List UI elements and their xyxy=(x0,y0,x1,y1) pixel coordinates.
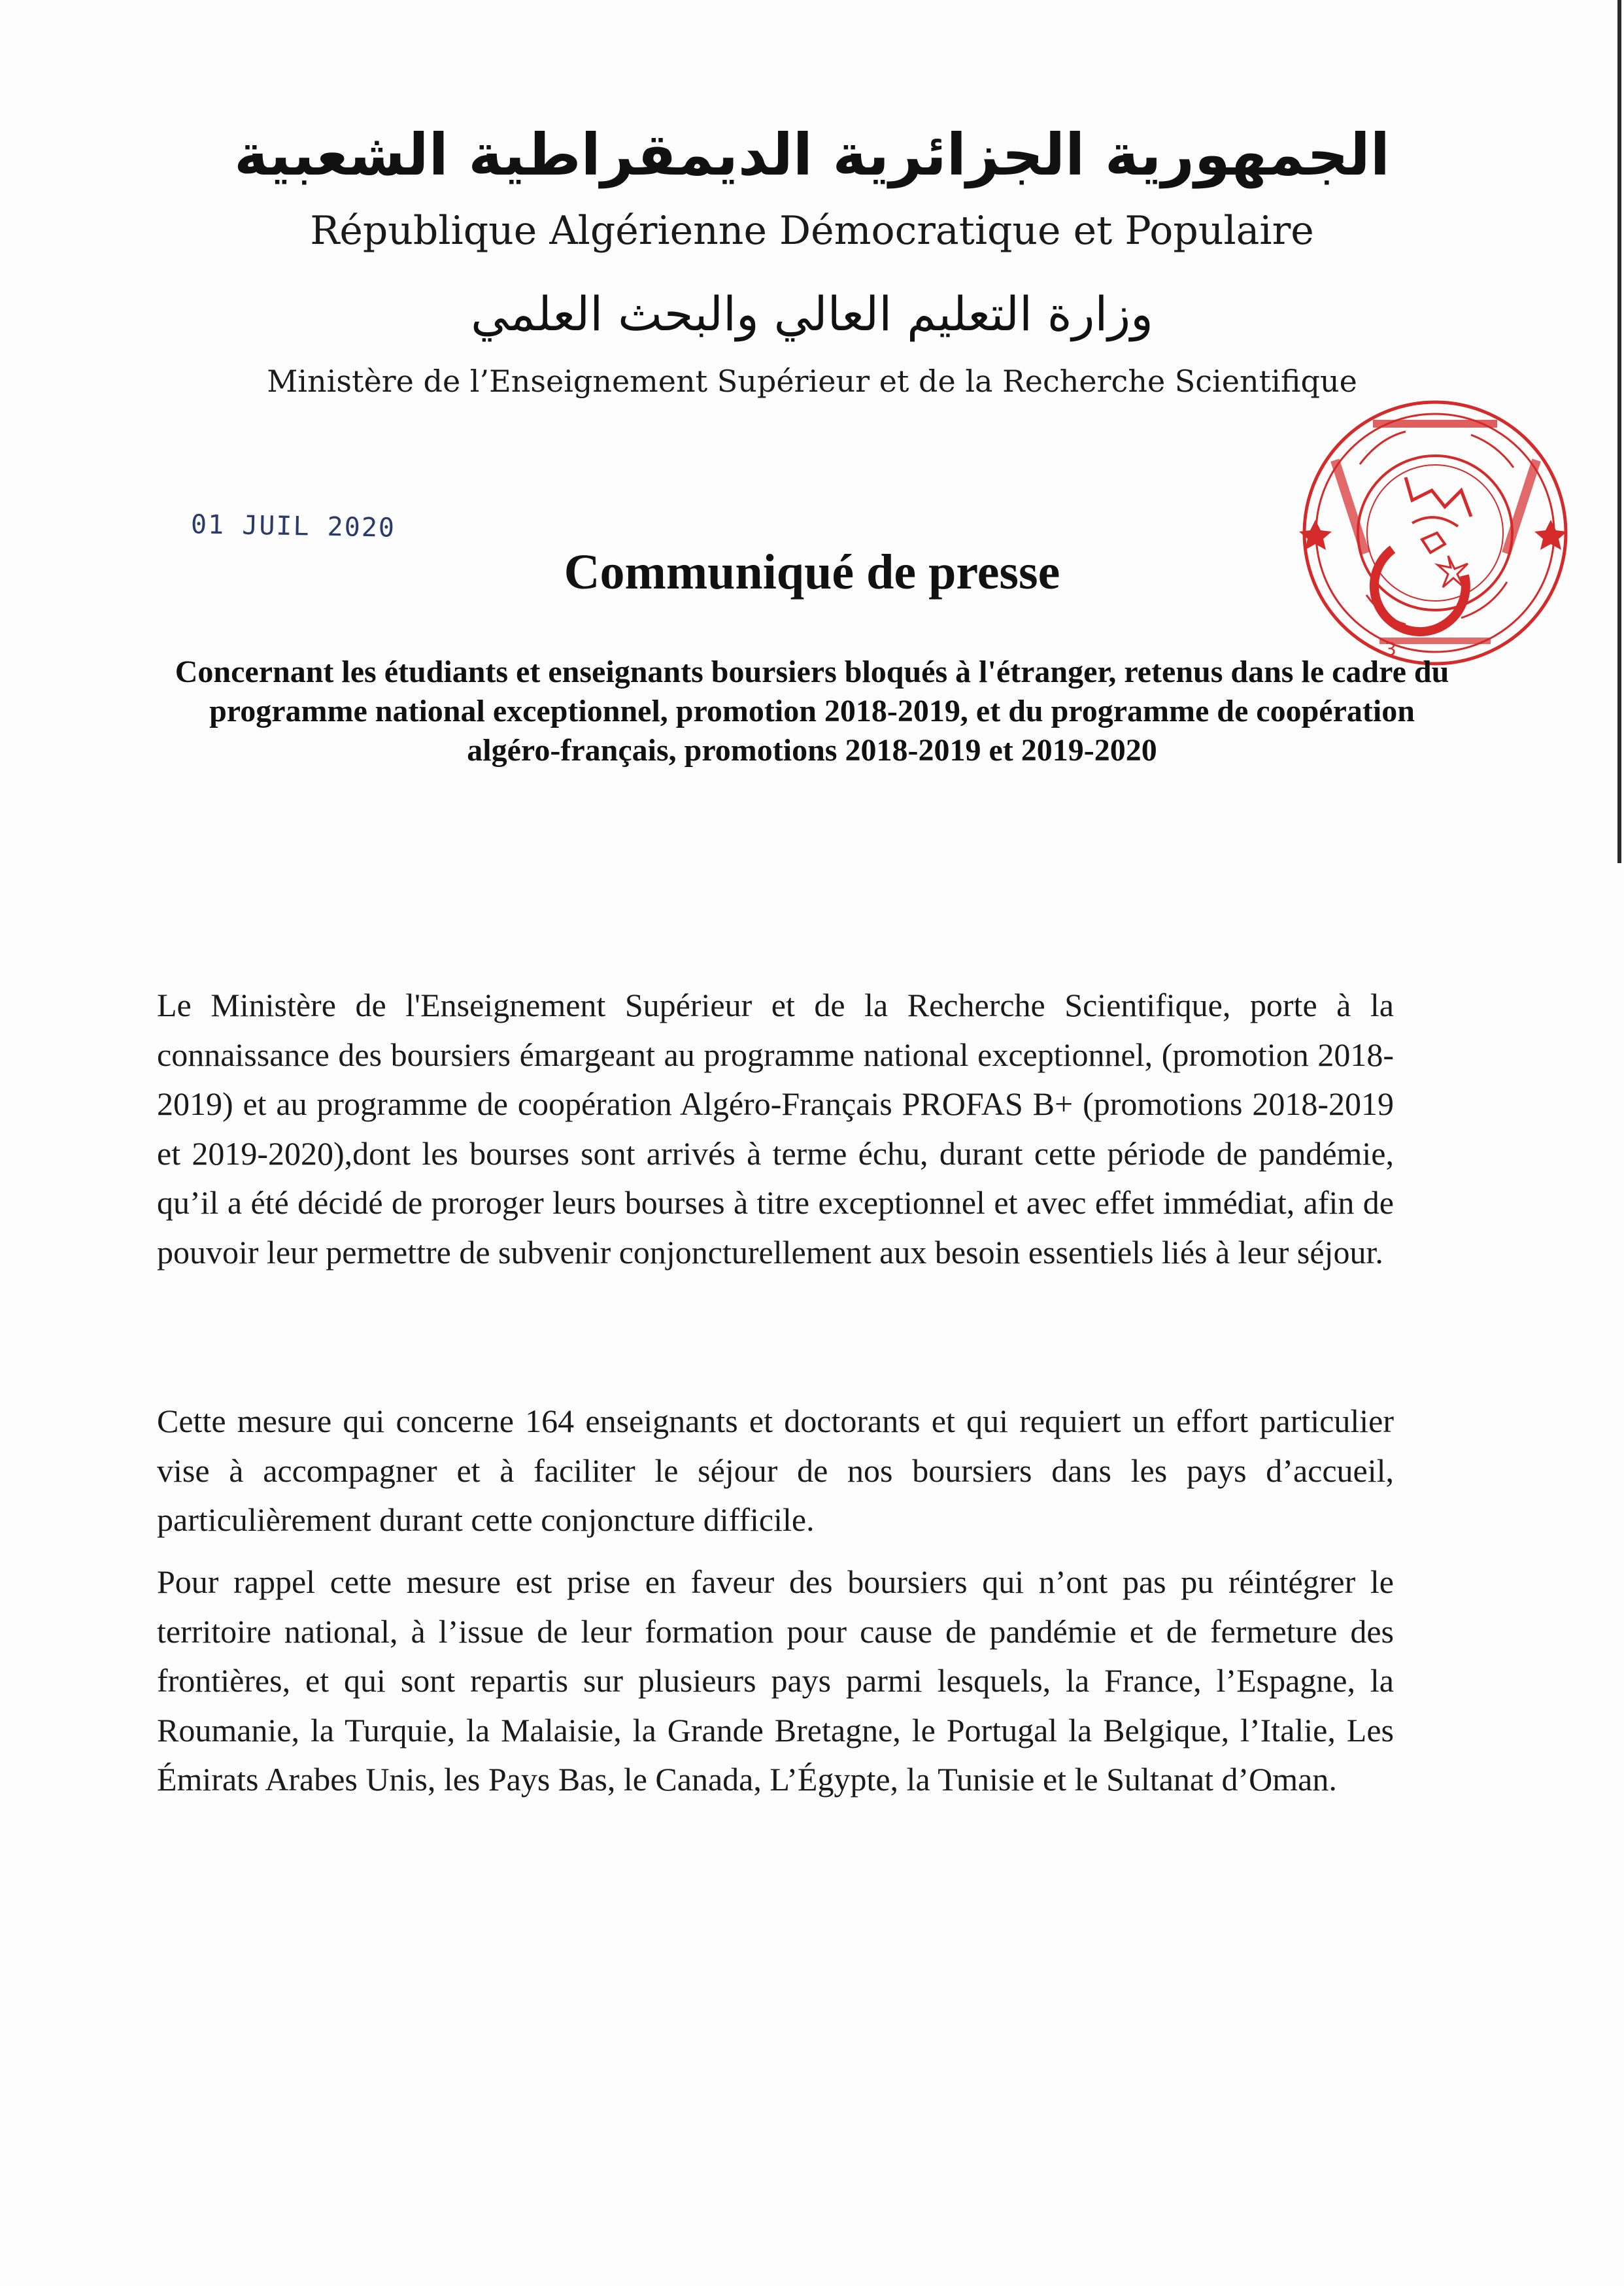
subject-heading: Concernant les étudiants et enseignants boursiers bloqués à l'étranger, retenus dans le cadre du programme national exceptionnel, promotion 2018-2019, et du programme de coopération algéro-français, promotions 2018-2019 et 2019-2020 xyxy=(175,655,1449,768)
header-arabic-ministry: وزارة التعليم العالي والبحث العلمي xyxy=(471,286,1153,341)
page-title: Communiqué de presse xyxy=(564,545,1060,600)
body-paragraph-3: Pour rappel cette mesure est prise en faveur des boursiers qui n’ont pas pu réintégrer le territoire national, à l’issue de leur formation pour cause de pandémie et de fermeture des frontières, et qui sont repartis sur plusieurs pays parmi lesquels, la France, l’Espagne, la Roumanie, la Turquie, la Malaisie, la Grande Bretagne, le Portugal la Belgique, l’Italie, Les Émirats Arabes Unis, les Pays Bas, le Canada, L’Égypte, la Tunisie et le Sultanat d’Oman. xyxy=(157,1563,1394,1798)
body-paragraph-1: Le Ministère de l'Enseignement Supérieur et de la Recherche Scientifique, porte à la connaissance des boursiers émargeant au programme national exceptionnel, (promotion 2018-2019) et au programme de coopération Algéro-Français PROFAS B+ (promotions 2018-2019 et 2019-2020),dont les bourses sont arrivés à terme échu, durant cette période de pandémie, qu’il a été décidé de proroger leurs bourses à titre exceptionnel et avec effet immédiat, afin de pouvoir leur permettre de subvenir conjoncturellement aux besoin essentiels liés à leur séjour. xyxy=(157,987,1394,1271)
header-french-ministry: Ministère de l’Enseignement Supérieur et de la Recherche Scientifique xyxy=(267,364,1357,399)
body-paragraph-2: Cette mesure qui concerne 164 enseignants et doctorants et qui requiert un effort particulier vise à accompagner et à faciliter le séjour de nos boursiers dans les pays d’accueil, particulièrement durant cette conjoncture difficile. xyxy=(157,1403,1394,1538)
header-french-republic: République Algérienne Démocratique et Populaire xyxy=(310,208,1314,254)
seal-number: 3 xyxy=(1385,638,1396,660)
header-arabic-republic: الجمهورية الجزائرية الديمقراطية الشعبية xyxy=(234,121,1390,188)
date-stamp: 01 JUIL 2020 xyxy=(190,509,396,543)
official-seal-icon xyxy=(1281,386,1589,693)
